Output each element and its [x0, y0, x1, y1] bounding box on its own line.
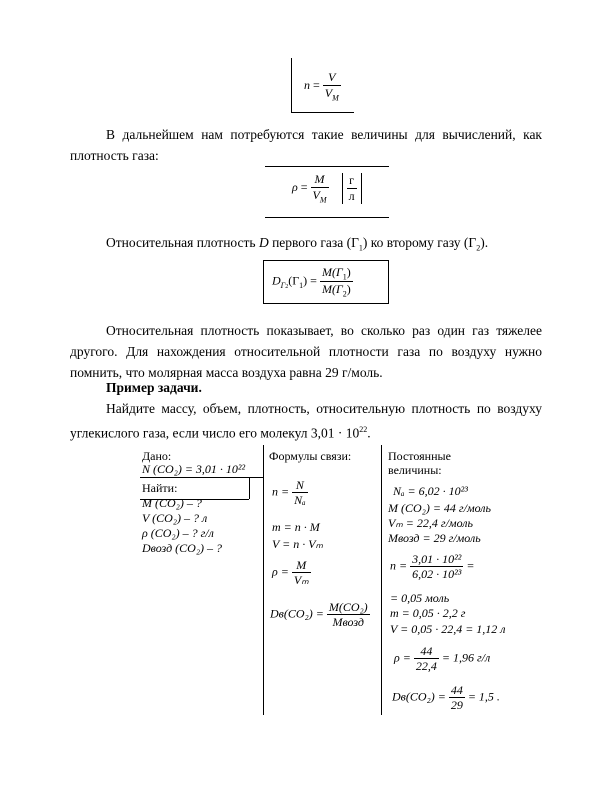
find-header: Найти: [142, 481, 178, 495]
formula-mass: m = n · M [272, 520, 320, 534]
paragraph-problem: Найдите массу, объем, плотность, относительную плотность по воздуху углекислого газа, если число его молекул $3,01 \cdot 10^{22}$. [70, 401, 542, 441]
calc-volume: V = 0,05 · 22,4 = 1,12 л [390, 622, 506, 636]
formula-rho-bottom-rule [265, 217, 389, 218]
paragraph-relative-density: Относительная плотность D первого газа $(Г_1)$ ко второму газу $(Г_2)$. [106, 235, 489, 253]
formula-density: ρ = $\frac{M}{\text{Vₘ}}$ [272, 558, 309, 587]
formulas-header: Формулы связи: [269, 449, 352, 463]
example-heading: Пример задачи. [106, 380, 202, 395]
formula-n-count: n = $\frac{N}{\text{Nₐ}}$ [272, 478, 306, 507]
constant-molar-volume: Vₘ = 22,4 г/моль [388, 516, 473, 530]
constant-avogadro: Nₐ = 6,02 · 10²³ [393, 484, 468, 498]
find-box-right [249, 477, 250, 499]
calc-moles: n = $\frac{\text{3,01 · 10²²}}{\text{6,02 · 10²³}}$ = [390, 552, 475, 581]
calc-density: ρ = $\frac{44}{22,4}$ = 1,96 г/л [394, 644, 491, 673]
constants-header: Постоянные величины: [388, 449, 451, 477]
formula-rho: ρ = $\frac{M}{V_M}$ $\frac{г}{л}$ [292, 172, 362, 204]
table-divider-1 [263, 445, 264, 715]
find-item: ρ (CO₂) – ? г/л [142, 526, 214, 540]
table-divider-2 [381, 445, 382, 715]
paragraph-intro: В дальнейшем нам потребуются такие величины для вычислений, как плотность газа: [70, 127, 542, 163]
find-item: Dвозд (CO₂) – ? [142, 541, 222, 555]
formula-volume: V = n · Vₘ [272, 537, 324, 551]
calc-relative-density: Dв(CO₂) = $\frac{44}{29}$ = 1,5 . [392, 683, 500, 712]
given-rule [140, 477, 263, 478]
given-header: Дано: [142, 449, 172, 463]
formula-rho-top-rule [265, 166, 389, 167]
find-item: V (CO₂) – ? л [142, 511, 208, 525]
formula-d-box: $D_{Г2}(Г_1)$ = $\frac{M(Г_1)}{M(Г_2)}$ [263, 260, 389, 304]
calc-mass: m = 0,05 · 2,2 г [390, 606, 466, 620]
constant-molar-mass: M (CO₂) = 44 г/моль [388, 501, 491, 515]
calc-moles-result: = 0,05 моль [390, 591, 450, 605]
given-value: N (CO₂) = 3,01 · 10²² [142, 462, 246, 476]
find-item: M (CO₂) – ? [142, 496, 202, 510]
paragraph-explanation: Относительная плотность показывает, во сколько раз один газ тяжелее другого. Для нахождения относительной плотности газа по воздуху нужно помнить, что молярная масса воздуха равна 29 г/моль. [70, 323, 542, 380]
constant-air-molar-mass: Mвозд = 29 г/моль [388, 531, 481, 545]
formula-relative-density: Dв(CO₂) = $\frac{\text{M(CO₂)}}{\text{Mвозд}}$ [270, 600, 368, 629]
formula-n-box: n = $\frac{V}{V_M}$ [291, 58, 354, 113]
